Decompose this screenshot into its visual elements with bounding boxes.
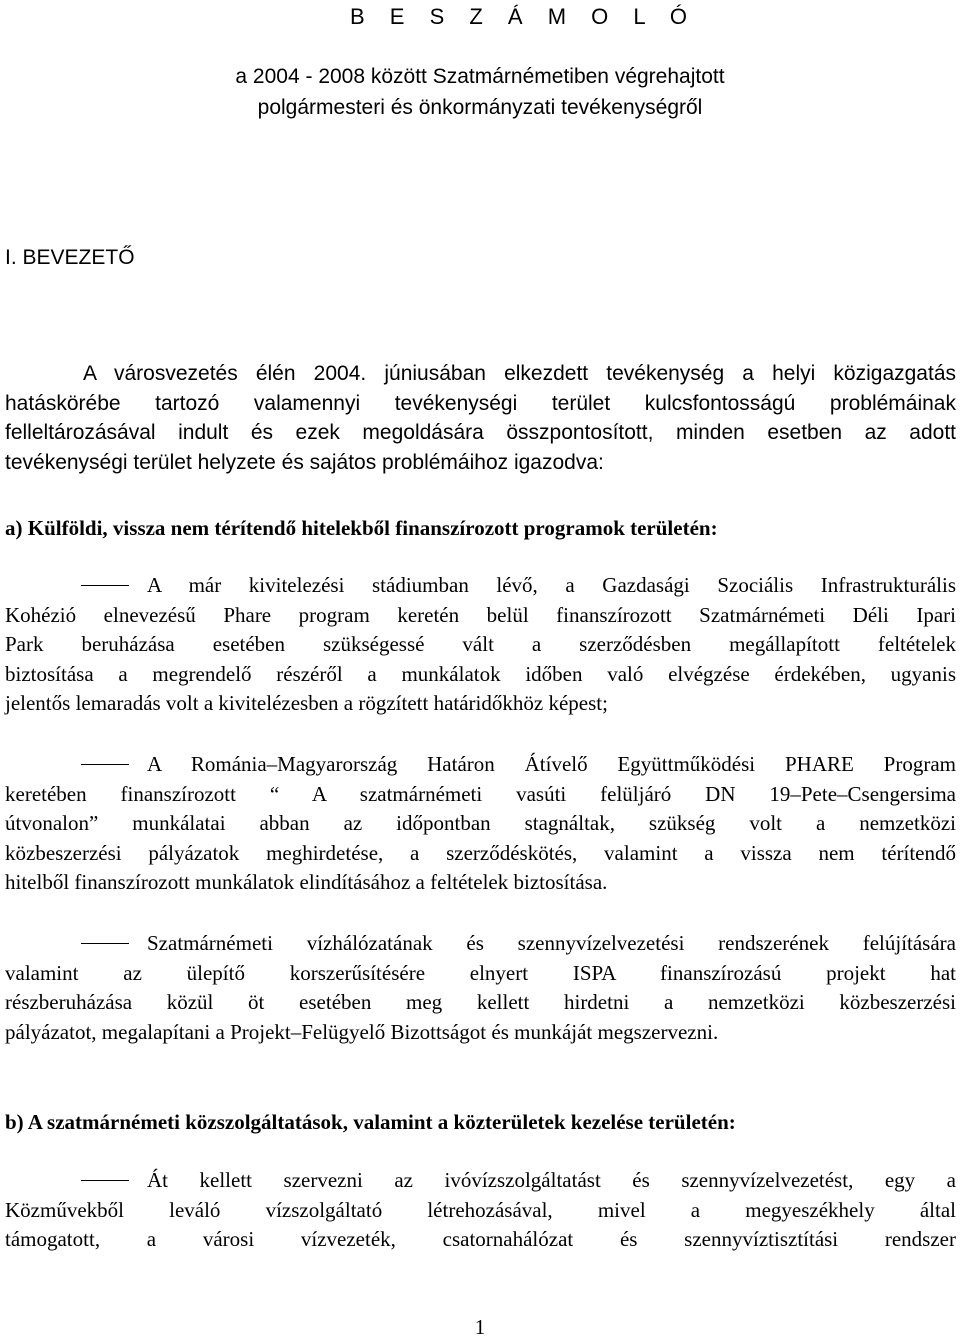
part-a-paragraph-2 <box>5 750 956 898</box>
part-b-heading: b) A szatmárnémeti közszolgáltatások, valamint a közterületek kezelése területén: <box>5 1110 736 1134</box>
page-number: 1 <box>474 1315 486 1339</box>
paragraph-line: Közművekből leváló vízszolgáltató létrehozásával, mivel a megyeszékhely által <box>5 1197 956 1222</box>
paragraph-line: valamint az ülepítő korszerűsítésére elnyert ISPA finanszírozású projekt hat <box>5 960 956 985</box>
intro-line: A városvezetés élén 2004. júniusában elkezdett tevékenység a helyi közigazgatás <box>83 362 956 385</box>
paragraph-line: Szatmárnémeti vízhálózatának és szennyvízelvezetési rendszerének felújítására <box>5 929 956 959</box>
paragraph-line: hitelből finanszírozott munkálatok elindításához a feltételek biztosítása. <box>5 870 608 894</box>
paragraph-line: keretében finanszírozott “ A szatmárnémeti vasúti felüljáró DN 19–Pete–Csengersima <box>5 781 956 806</box>
paragraph-line: jelentős lemaradás volt a kivitelézesben a rögzített határidőkhöz képest; <box>5 691 608 715</box>
paragraph-line: közbeszerzési pályázatok meghirdetése, a szerződéskötés, valamint a vissza nem térítendő <box>5 840 956 865</box>
subtitle-line-1: a 2004 - 2008 között Szatmárnémetiben végrehajtott <box>235 65 725 88</box>
intro-line: tevékenységi terület helyzete és sajátos problémáihoz igazodva: <box>5 450 604 474</box>
paragraph-line: biztosítása a megrendelő részéről a munkálatok időben való elvégzése érdekében, ugyanis <box>5 661 956 686</box>
paragraph-line: A már kivitelezési stádiumban lévő, a Gazdasági Szociális Infrastrukturális <box>5 571 956 601</box>
em-dash-bullet <box>81 943 129 945</box>
subtitle-line-2: polgármesteri és önkormányzati tevékenységről <box>257 96 703 119</box>
paragraph-line: útvonalon” munkálatai abban az időpontban stagnáltak, szükség volt a nemzetközi <box>5 811 956 835</box>
paragraph-line: pályázatot, megalapítani a Projekt–Felügyelő Bizottságot és munkáját megszervezni. <box>5 1019 719 1044</box>
paragraph-line: Kohézió elnevezésű Phare program keretén belül finanszírozott Szatmárnémeti Déli Ipari <box>5 602 956 627</box>
part-a-paragraph-1 <box>5 571 956 719</box>
document-title: B E S Z Á M O L Ó <box>350 4 697 29</box>
paragraph-line: Park beruházása esetében szükségessé vált a szerződésben megállapított feltételek <box>5 632 956 656</box>
section-heading-introduction: I. BEVEZETŐ <box>5 246 135 269</box>
paragraph-line: részberuházása közül öt esetében meg kellett hirdetni a nemzetközi közbeszerzési <box>5 990 956 1014</box>
part-b-paragraph-1 <box>5 1166 956 1255</box>
intro-line: hatáskörébe tartozó valamennyi tevékenységi terület kulcsfontosságú problémáinak <box>5 391 956 415</box>
paragraph-line: támogatott, a városi vízvezeték, csatornahálózat és szennyvíztisztítási rendszer <box>5 1227 956 1251</box>
em-dash-bullet <box>81 1180 129 1182</box>
paragraph-line: Át kellett szervezni az ivóvízszolgáltatást és szennyvízelvezetést, egy a <box>5 1166 956 1196</box>
part-a-paragraph-3 <box>5 929 956 1047</box>
part-a-heading: a) Külföldi, vissza nem térítendő hitelekből finanszírozott programok területén: <box>5 516 718 540</box>
em-dash-bullet <box>81 764 129 766</box>
intro-line: felleltározásával indult és ezek megoldására összpontosított, minden esetben az adott <box>5 421 956 444</box>
paragraph-line: A Románia–Magyarország Határon Átívelő Együttműködési PHARE Program <box>5 750 956 780</box>
em-dash-bullet <box>81 585 129 587</box>
intro-paragraph <box>5 359 956 477</box>
